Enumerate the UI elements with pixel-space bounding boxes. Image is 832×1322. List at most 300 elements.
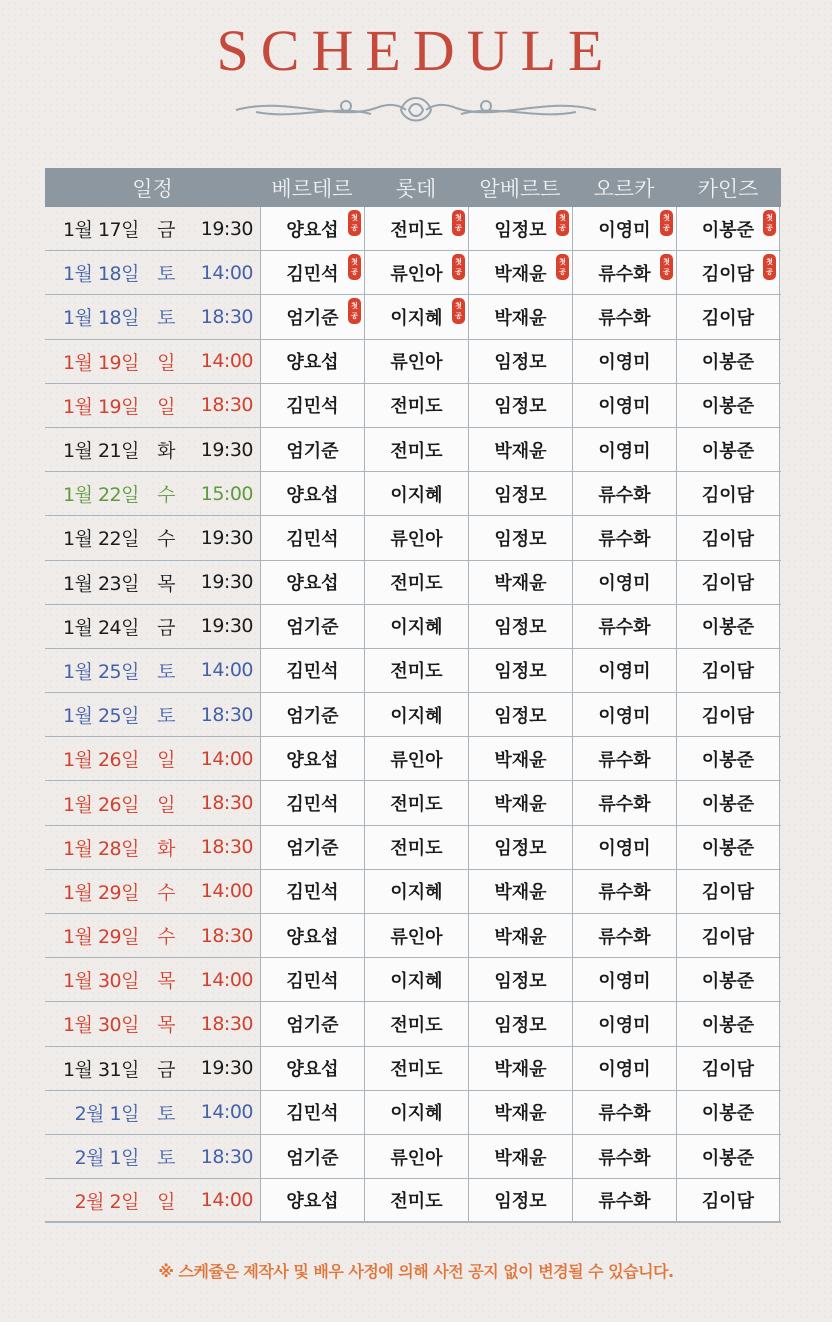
cast-cell bbox=[468, 516, 572, 559]
cast-cell bbox=[260, 1179, 364, 1221]
cast-cell bbox=[364, 428, 468, 471]
performance-time: 14:00 bbox=[200, 968, 253, 991]
table-row bbox=[45, 1135, 781, 1179]
actor-name: 이영미 bbox=[598, 1059, 651, 1081]
performance-time: 14:00 bbox=[200, 350, 253, 373]
first-performance-badge bbox=[348, 210, 361, 236]
actor-name: 류수화 bbox=[598, 882, 651, 904]
cast-cell bbox=[572, 384, 676, 427]
cast-cell bbox=[364, 826, 468, 869]
schedule-notice: ※ 스케쥴은 제작사 및 배우 사정에 의해 사전 공지 없이 변경될 수 있습니다. bbox=[158, 1262, 674, 1281]
actor-name: 양요섭 bbox=[286, 484, 339, 506]
table-row bbox=[45, 1179, 781, 1223]
actor-name: 김이담 bbox=[701, 926, 755, 948]
actor-name: 임정모 bbox=[494, 970, 547, 992]
actor-name: 김민석 bbox=[286, 794, 339, 816]
cast-cell bbox=[676, 207, 780, 250]
performance-weekday: 토 bbox=[157, 705, 175, 728]
actor-name: 류인아 bbox=[390, 528, 443, 550]
cast-cell bbox=[260, 1091, 364, 1134]
actor-name: 엄기준 bbox=[286, 1014, 339, 1036]
actor-name: 양요섭 bbox=[286, 926, 339, 948]
actor-name: 임정모 bbox=[494, 219, 547, 241]
actor-name: 이영미 bbox=[598, 970, 651, 992]
cast-cell bbox=[676, 826, 780, 869]
actor-name: 이영미 bbox=[598, 705, 651, 727]
actor-name: 이영미 bbox=[598, 440, 651, 462]
cast-cell bbox=[364, 870, 468, 913]
performance-date: 1월 23일 bbox=[62, 572, 139, 595]
cast-cell bbox=[364, 561, 468, 604]
actor-name: 김민석 bbox=[286, 528, 339, 550]
actor-name: 류수화 bbox=[598, 1191, 651, 1213]
actor-name: 류수화 bbox=[598, 528, 651, 550]
header-orca: 오르카 bbox=[593, 176, 655, 201]
cast-cell bbox=[260, 1135, 364, 1178]
date-cell bbox=[45, 472, 260, 515]
performance-date: 1월 18일 bbox=[62, 307, 139, 330]
actor-name: 이봉준 bbox=[701, 219, 755, 241]
actor-name: 임정모 bbox=[494, 1014, 547, 1036]
performance-date: 1월 30일 bbox=[62, 970, 139, 993]
cast-cell bbox=[676, 914, 780, 957]
header-werther: 베르테르 bbox=[271, 176, 353, 201]
badge-text-top: 첫 bbox=[559, 258, 566, 267]
cast-cell bbox=[364, 1002, 468, 1045]
performance-time: 18:30 bbox=[200, 703, 253, 726]
actor-name: 박재윤 bbox=[494, 794, 547, 816]
table-row bbox=[45, 1002, 781, 1046]
actor-name: 박재윤 bbox=[494, 926, 547, 948]
performance-date: 1월 19일 bbox=[62, 351, 139, 374]
performance-weekday: 목 bbox=[157, 572, 175, 595]
actor-name: 김민석 bbox=[286, 263, 339, 285]
actor-name: 박재윤 bbox=[494, 749, 547, 771]
cast-cell bbox=[468, 251, 572, 294]
date-cell bbox=[45, 561, 260, 604]
table-row bbox=[45, 1091, 781, 1135]
badge-text-top: 첫 bbox=[766, 214, 773, 222]
cast-cell bbox=[468, 605, 572, 648]
badge-text-bottom: 공 bbox=[455, 268, 462, 277]
actor-name: 전미도 bbox=[390, 1014, 443, 1036]
first-performance-badge bbox=[763, 254, 776, 280]
cast-cell bbox=[676, 958, 780, 1001]
cast-cell bbox=[676, 472, 780, 515]
performance-time: 18:30 bbox=[200, 394, 253, 417]
badge-text-top: 첫 bbox=[351, 214, 358, 222]
cast-cell bbox=[572, 914, 676, 957]
date-cell bbox=[45, 914, 260, 957]
performance-weekday: 토 bbox=[157, 307, 175, 330]
cast-cell bbox=[676, 1135, 780, 1178]
actor-name: 류인아 bbox=[390, 749, 443, 771]
actor-name: 류수화 bbox=[598, 794, 651, 816]
cast-cell bbox=[572, 1179, 676, 1221]
first-performance-badge bbox=[660, 210, 673, 236]
cast-cell bbox=[468, 693, 572, 736]
performance-time: 18:30 bbox=[200, 836, 253, 859]
cast-cell bbox=[676, 605, 780, 648]
date-cell bbox=[45, 781, 260, 824]
performance-weekday: 일 bbox=[157, 395, 175, 418]
cast-cell bbox=[572, 826, 676, 869]
cast-cell bbox=[468, 737, 572, 780]
cast-cell bbox=[468, 561, 572, 604]
actor-name: 전미도 bbox=[390, 396, 443, 418]
actor-name: 이영미 bbox=[598, 573, 651, 595]
actor-name: 이지혜 bbox=[390, 617, 443, 639]
actor-name: 양요섭 bbox=[286, 352, 339, 374]
cast-cell bbox=[364, 1091, 468, 1134]
table-row bbox=[45, 605, 781, 649]
actor-name: 김민석 bbox=[286, 396, 339, 418]
performance-date: 1월 30일 bbox=[62, 1014, 139, 1037]
badge-text-bottom: 공 bbox=[559, 224, 566, 232]
badge-text-top: 첫 bbox=[663, 214, 670, 222]
cast-cell bbox=[364, 693, 468, 736]
cast-cell bbox=[468, 1179, 572, 1221]
actor-name: 이봉준 bbox=[701, 352, 755, 374]
cast-cell bbox=[572, 605, 676, 648]
badge-text-bottom: 공 bbox=[455, 312, 462, 321]
actor-name: 박재윤 bbox=[494, 1147, 547, 1169]
first-performance-badge bbox=[348, 254, 361, 280]
badge-text-top: 첫 bbox=[351, 302, 358, 311]
badge-text-bottom: 공 bbox=[766, 224, 773, 232]
actor-name: 양요섭 bbox=[286, 749, 339, 771]
cast-cell bbox=[468, 472, 572, 515]
actor-name: 이지혜 bbox=[390, 1103, 443, 1125]
actor-name: 김이담 bbox=[701, 307, 755, 329]
page-title: SCHEDULE bbox=[216, 18, 616, 83]
actor-name: 이영미 bbox=[598, 1014, 651, 1036]
performance-weekday: 목 bbox=[157, 970, 175, 993]
actor-name: 김이담 bbox=[701, 484, 755, 506]
cast-cell bbox=[260, 1047, 364, 1090]
header-albert: 알베르트 bbox=[479, 176, 561, 201]
cast-cell bbox=[468, 958, 572, 1001]
actor-name: 이봉준 bbox=[701, 1103, 755, 1125]
badge-text-bottom: 공 bbox=[663, 224, 670, 232]
actor-name: 엄기준 bbox=[286, 1147, 339, 1169]
actor-name: 이봉준 bbox=[701, 1147, 755, 1169]
table-row bbox=[45, 781, 781, 825]
ornament-divider-icon bbox=[226, 86, 606, 130]
cast-cell bbox=[260, 384, 364, 427]
actor-name: 류수화 bbox=[598, 484, 651, 506]
table-row bbox=[45, 914, 781, 958]
date-cell bbox=[45, 605, 260, 648]
cast-cell bbox=[572, 1002, 676, 1045]
table-row bbox=[45, 340, 781, 384]
actor-name: 이영미 bbox=[598, 219, 651, 241]
first-performance-badge bbox=[660, 254, 673, 280]
badge-text-top: 첫 bbox=[455, 302, 462, 311]
actor-name: 류인아 bbox=[390, 263, 443, 285]
cast-cell bbox=[676, 428, 780, 471]
cast-cell bbox=[572, 340, 676, 383]
first-performance-badge bbox=[452, 254, 465, 280]
date-cell bbox=[45, 251, 260, 294]
badge-text-top: 첫 bbox=[766, 258, 773, 267]
cast-cell bbox=[260, 958, 364, 1001]
performance-time: 19:30 bbox=[200, 1057, 253, 1080]
actor-name: 양요섭 bbox=[286, 1059, 339, 1081]
performance-time: 18:30 bbox=[200, 1012, 253, 1035]
actor-name: 임정모 bbox=[494, 838, 547, 860]
performance-weekday: 토 bbox=[157, 1102, 175, 1125]
actor-name: 김민석 bbox=[286, 970, 339, 992]
actor-name: 이봉준 bbox=[701, 794, 755, 816]
date-cell bbox=[45, 649, 260, 692]
cast-cell bbox=[572, 737, 676, 780]
cast-cell bbox=[676, 384, 780, 427]
actor-name: 박재윤 bbox=[494, 440, 547, 462]
actor-name: 박재윤 bbox=[494, 263, 547, 285]
table-row bbox=[45, 384, 781, 428]
header-lotte: 롯데 bbox=[395, 176, 437, 201]
performance-weekday: 수 bbox=[157, 926, 175, 949]
actor-name: 박재윤 bbox=[494, 1103, 547, 1125]
cast-cell bbox=[572, 1135, 676, 1178]
cast-cell bbox=[676, 781, 780, 824]
cast-cell bbox=[364, 1047, 468, 1090]
actor-name: 전미도 bbox=[390, 838, 443, 860]
performance-date: 2월 2일 bbox=[74, 1190, 139, 1213]
performance-date: 1월 29일 bbox=[62, 881, 139, 904]
performance-date: 1월 25일 bbox=[62, 705, 139, 728]
performance-date: 1월 28일 bbox=[62, 837, 139, 860]
actor-name: 전미도 bbox=[390, 573, 443, 595]
actor-name: 류인아 bbox=[390, 926, 443, 948]
badge-text-top: 첫 bbox=[351, 258, 358, 267]
actor-name: 김이담 bbox=[701, 661, 755, 683]
actor-name: 임정모 bbox=[494, 705, 547, 727]
performance-weekday: 토 bbox=[157, 263, 175, 286]
cast-cell bbox=[468, 384, 572, 427]
date-cell bbox=[45, 516, 260, 559]
actor-name: 전미도 bbox=[390, 794, 443, 816]
date-cell bbox=[45, 340, 260, 383]
performance-weekday: 수 bbox=[157, 484, 175, 507]
cast-cell bbox=[572, 207, 676, 250]
actor-name: 이지혜 bbox=[390, 970, 443, 992]
cast-cell bbox=[364, 1179, 468, 1221]
cast-cell bbox=[260, 781, 364, 824]
actor-name: 류수화 bbox=[598, 749, 651, 771]
cast-cell bbox=[676, 295, 780, 338]
date-cell bbox=[45, 207, 260, 250]
cast-cell bbox=[468, 340, 572, 383]
actor-name: 양요섭 bbox=[286, 1191, 339, 1213]
performance-weekday: 일 bbox=[157, 793, 175, 816]
date-cell bbox=[45, 870, 260, 913]
performance-date: 1월 19일 bbox=[62, 395, 139, 418]
actor-name: 전미도 bbox=[390, 440, 443, 462]
cast-cell bbox=[260, 1002, 364, 1045]
badge-text-bottom: 공 bbox=[766, 268, 773, 277]
performance-date: 1월 18일 bbox=[62, 263, 139, 286]
performance-date: 1월 31일 bbox=[62, 1058, 139, 1081]
performance-weekday: 일 bbox=[157, 351, 175, 374]
date-cell bbox=[45, 384, 260, 427]
cast-cell bbox=[572, 693, 676, 736]
performance-weekday: 금 bbox=[157, 616, 175, 639]
first-performance-badge bbox=[556, 210, 569, 236]
cast-cell bbox=[260, 693, 364, 736]
performance-weekday: 수 bbox=[157, 528, 175, 551]
performance-date: 1월 22일 bbox=[62, 484, 139, 507]
performance-weekday: 토 bbox=[157, 660, 175, 683]
cast-cell bbox=[676, 737, 780, 780]
cast-cell bbox=[676, 516, 780, 559]
cast-cell bbox=[572, 295, 676, 338]
actor-name: 임정모 bbox=[494, 352, 547, 374]
cast-cell bbox=[676, 561, 780, 604]
table-header bbox=[45, 168, 781, 207]
actor-name: 이영미 bbox=[598, 838, 651, 860]
performance-time: 19:30 bbox=[200, 526, 253, 549]
cast-cell bbox=[468, 428, 572, 471]
cast-cell bbox=[260, 826, 364, 869]
performance-time: 14:00 bbox=[200, 747, 253, 770]
performance-time: 14:00 bbox=[200, 1101, 253, 1124]
performance-weekday: 금 bbox=[157, 219, 175, 242]
date-cell bbox=[45, 295, 260, 338]
cast-cell bbox=[364, 958, 468, 1001]
cast-cell bbox=[676, 1002, 780, 1045]
actor-name: 전미도 bbox=[390, 1191, 443, 1213]
table-row bbox=[45, 870, 781, 914]
table-row bbox=[45, 516, 781, 560]
date-cell bbox=[45, 693, 260, 736]
table-row bbox=[45, 428, 781, 472]
performance-time: 14:00 bbox=[200, 261, 253, 284]
performance-weekday: 일 bbox=[157, 1190, 175, 1213]
actor-name: 류수화 bbox=[598, 263, 651, 285]
performance-time: 19:30 bbox=[200, 571, 253, 594]
actor-name: 임정모 bbox=[494, 396, 547, 418]
table-row bbox=[45, 207, 781, 251]
cast-cell bbox=[260, 295, 364, 338]
cast-cell bbox=[572, 781, 676, 824]
actor-name: 류수화 bbox=[598, 1147, 651, 1169]
actor-name: 임정모 bbox=[494, 617, 547, 639]
table-row bbox=[45, 561, 781, 605]
header-schedule: 일정 bbox=[132, 176, 173, 201]
actor-name: 이지혜 bbox=[390, 484, 443, 506]
actor-name: 이지혜 bbox=[390, 307, 443, 329]
cast-cell bbox=[572, 649, 676, 692]
table-row bbox=[45, 826, 781, 870]
table-row bbox=[45, 958, 781, 1002]
actor-name: 임정모 bbox=[494, 1191, 547, 1213]
badge-text-top: 첫 bbox=[455, 214, 462, 222]
performance-date: 1월 17일 bbox=[62, 219, 139, 242]
cast-cell bbox=[468, 1135, 572, 1178]
date-cell bbox=[45, 826, 260, 869]
table-row bbox=[45, 693, 781, 737]
actor-name: 김이담 bbox=[701, 263, 755, 285]
date-cell bbox=[45, 1179, 260, 1221]
actor-name: 류수화 bbox=[598, 1103, 651, 1125]
cast-cell bbox=[364, 914, 468, 957]
table-row bbox=[45, 649, 781, 693]
badge-text-bottom: 공 bbox=[455, 224, 462, 232]
cast-cell bbox=[676, 340, 780, 383]
cast-cell bbox=[468, 649, 572, 692]
actor-name: 이지혜 bbox=[390, 882, 443, 904]
actor-name: 류수화 bbox=[598, 307, 651, 329]
schedule-table bbox=[45, 168, 781, 1223]
cast-cell bbox=[468, 826, 572, 869]
performance-time: 18:30 bbox=[200, 1145, 253, 1168]
actor-name: 양요섭 bbox=[286, 219, 339, 241]
actor-name: 이봉준 bbox=[701, 1014, 755, 1036]
cast-cell bbox=[260, 516, 364, 559]
performance-weekday: 목 bbox=[157, 1014, 175, 1037]
cast-cell bbox=[676, 1047, 780, 1090]
badge-text-top: 첫 bbox=[663, 258, 670, 267]
performance-date: 1월 22일 bbox=[62, 528, 139, 551]
table-row bbox=[45, 472, 781, 516]
actor-name: 이봉준 bbox=[701, 838, 755, 860]
cast-cell bbox=[260, 428, 364, 471]
performance-date: 1월 29일 bbox=[62, 926, 139, 949]
cast-cell bbox=[260, 914, 364, 957]
actor-name: 이봉준 bbox=[701, 970, 755, 992]
cast-cell bbox=[260, 207, 364, 250]
date-cell bbox=[45, 1091, 260, 1134]
performance-date: 1월 26일 bbox=[62, 793, 139, 816]
cast-cell bbox=[676, 1091, 780, 1134]
actor-name: 이봉준 bbox=[701, 749, 755, 771]
actor-name: 김민석 bbox=[286, 882, 339, 904]
performance-weekday: 금 bbox=[157, 1058, 175, 1081]
performance-date: 1월 26일 bbox=[62, 749, 139, 772]
cast-cell bbox=[572, 958, 676, 1001]
cast-cell bbox=[572, 516, 676, 559]
cast-cell bbox=[572, 561, 676, 604]
first-performance-badge bbox=[452, 298, 465, 324]
actor-name: 류인아 bbox=[390, 1147, 443, 1169]
actor-name: 김민석 bbox=[286, 661, 339, 683]
actor-name: 박재윤 bbox=[494, 307, 547, 329]
cast-cell bbox=[676, 251, 780, 294]
performance-date: 2월 1일 bbox=[74, 1147, 139, 1170]
actor-name: 엄기준 bbox=[286, 440, 339, 462]
actor-name: 김이담 bbox=[701, 528, 755, 550]
cast-cell bbox=[364, 295, 468, 338]
actor-name: 이지혜 bbox=[390, 705, 443, 727]
cast-cell bbox=[572, 472, 676, 515]
table-row bbox=[45, 737, 781, 781]
date-cell bbox=[45, 1135, 260, 1178]
actor-name: 김민석 bbox=[286, 1103, 339, 1125]
table-row bbox=[45, 251, 781, 295]
performance-weekday: 토 bbox=[157, 1147, 175, 1170]
badge-text-top: 첫 bbox=[455, 258, 462, 267]
actor-name: 김이담 bbox=[701, 882, 755, 904]
actor-name: 박재윤 bbox=[494, 573, 547, 595]
first-performance-badge bbox=[556, 254, 569, 280]
performance-time: 14:00 bbox=[200, 1189, 253, 1212]
cast-cell bbox=[260, 737, 364, 780]
cast-cell bbox=[572, 251, 676, 294]
cast-cell bbox=[468, 1047, 572, 1090]
badge-text-bottom: 공 bbox=[663, 268, 670, 277]
